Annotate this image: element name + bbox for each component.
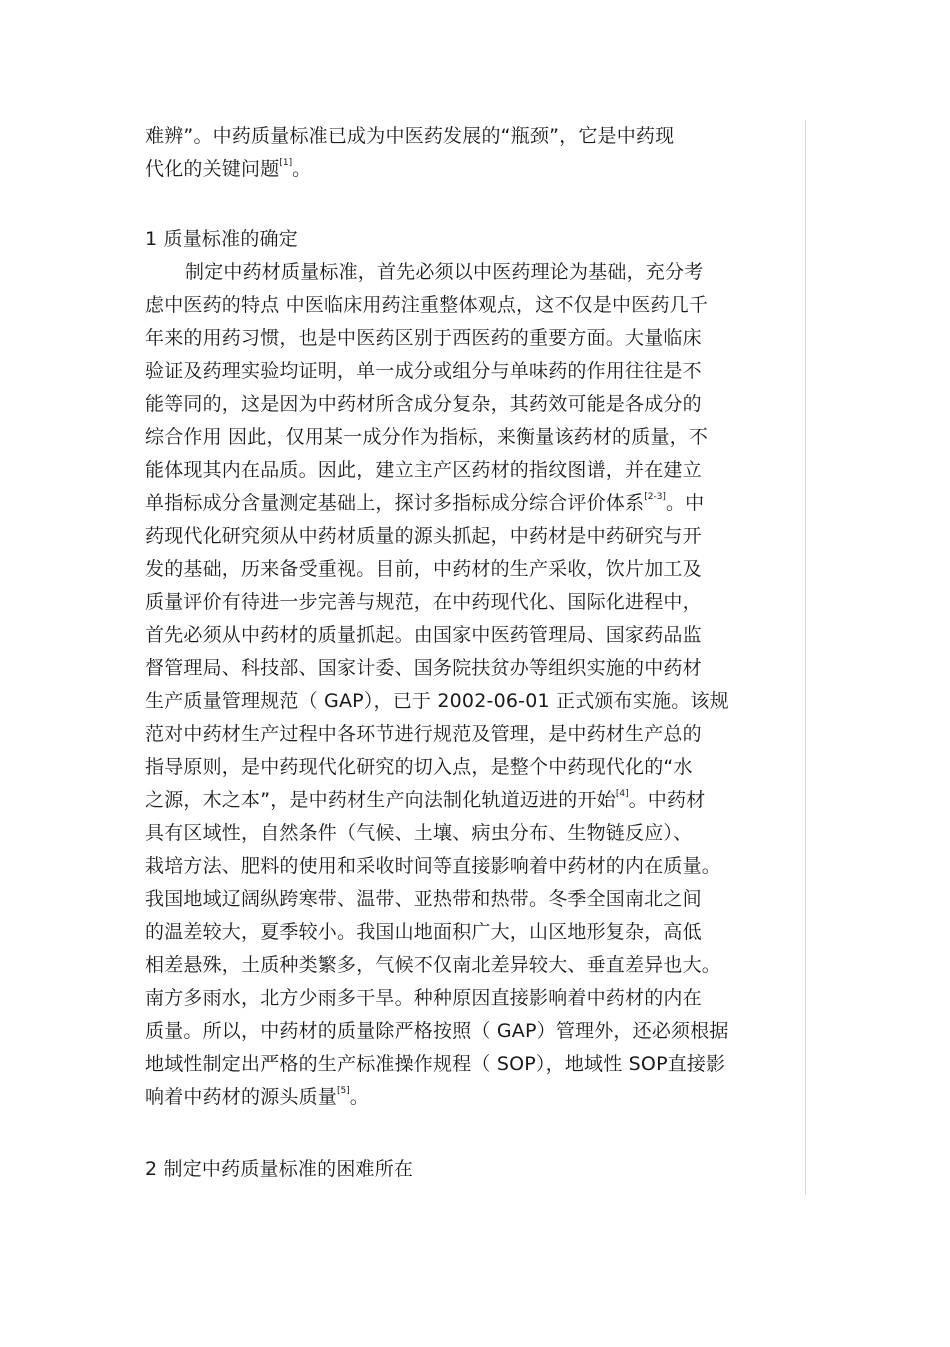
text-line: 我国地域辽阔纵跨寒带、温带、亚热带和热带。冬季全国南北之间	[145, 888, 702, 910]
text-line: 南方多雨水，北方少雨多干旱。种种原因直接影响着中药材的内在	[145, 987, 702, 1009]
text-line: 之源，木之本”，是中药材生产向法制化轨道迈进的开始[4]。中药材	[145, 789, 706, 811]
citation-ref: [1]	[279, 158, 293, 168]
text-line: 地域性制定出严格的生产标准操作规程（ SOP），地域性 SOP直接影	[145, 1053, 726, 1075]
text-line: 生产质量管理规范（ GAP），已于 2002-06-01 正式颁布实施。该规	[145, 690, 729, 712]
text-line: 首先必须从中药材的质量抓起。由国家中医药管理局、国家药品监	[145, 624, 702, 646]
text-line: 制定中药材质量标准，首先必须以中医药理论为基础，充分考	[185, 261, 704, 283]
page-edge-rule	[805, 120, 806, 1195]
text-line: 发的基础，历来备受重视。目前，中药材的生产采收，饮片加工及	[145, 558, 702, 580]
text-line: 难辨”。中药质量标准已成为中医药发展的“瓶颈”，它是中药现	[145, 125, 675, 147]
text-line: 督管理局、科技部、国家计委、国务院扶贫办等组织实施的中药材	[145, 657, 702, 679]
citation-ref: [2-3]	[644, 492, 666, 502]
text-line: 代化的关键问题[1]。	[145, 158, 312, 180]
text-line: 药现代化研究须从中药材质量的源头抓起，中药材是中药研究与开	[145, 525, 702, 547]
text-line: 验证及药理实验均证明，单一成分或组分与单味药的作用往往是不	[145, 360, 702, 382]
text-line: 能体现其内在品质。因此，建立主产区药材的指纹图谱，并在建立	[145, 459, 702, 481]
section-heading: 2 制定中药质量标准的困难所在	[145, 1158, 414, 1180]
text-line: 质量评价有待进一步完善与规范，在中药现代化、国际化进程中，	[145, 591, 702, 613]
citation-ref: [4]	[615, 789, 629, 799]
text-line: 具有区域性，自然条件（气候、土壤、病虫分布、生物链反应）、	[145, 822, 693, 844]
text-line: 栽培方法、肥料的使用和采收时间等直接影响着中药材的内在质量。	[145, 855, 722, 877]
text-line: 年来的用药习惯，也是中医药区别于西医药的重要方面。大量临床	[145, 327, 702, 349]
text-line: 指导原则，是中药现代化研究的切入点，是整个中药现代化的“水	[145, 756, 693, 778]
text-line: 质量。所以，中药材的质量除严格按照（ GAP）管理外，还必须根据	[145, 1020, 729, 1042]
text-line: 响着中药材的源头质量[5]。	[145, 1086, 369, 1108]
section-heading: 1 质量标准的确定	[145, 228, 298, 250]
text-line: 相差悬殊，土质种类繁多，气候不仅南北差异较大、垂直差异也大。	[145, 954, 722, 976]
text-line: 的温差较大，夏季较小。我国山地面积广大，山区地形复杂，高低	[145, 921, 702, 943]
text-line: 能等同的，这是因为中药材所含成分复杂，其药效可能是各成分的	[145, 393, 702, 415]
citation-ref: [5]	[337, 1086, 350, 1096]
text-line: 综合作用 因此，仅用某一成分作为指标，来衡量该药材的质量，不	[145, 426, 709, 448]
text-line: 单指标成分含量测定基础上，探讨多指标成分综合评价体系[2-3]。中	[145, 492, 705, 514]
text-line: 范对中药材生产过程中各环节进行规范及管理，是中药材生产总的	[145, 723, 702, 745]
text-line: 虑中医药的特点 中医临床用药注重整体观点，这不仅是中医药几千	[145, 294, 709, 316]
